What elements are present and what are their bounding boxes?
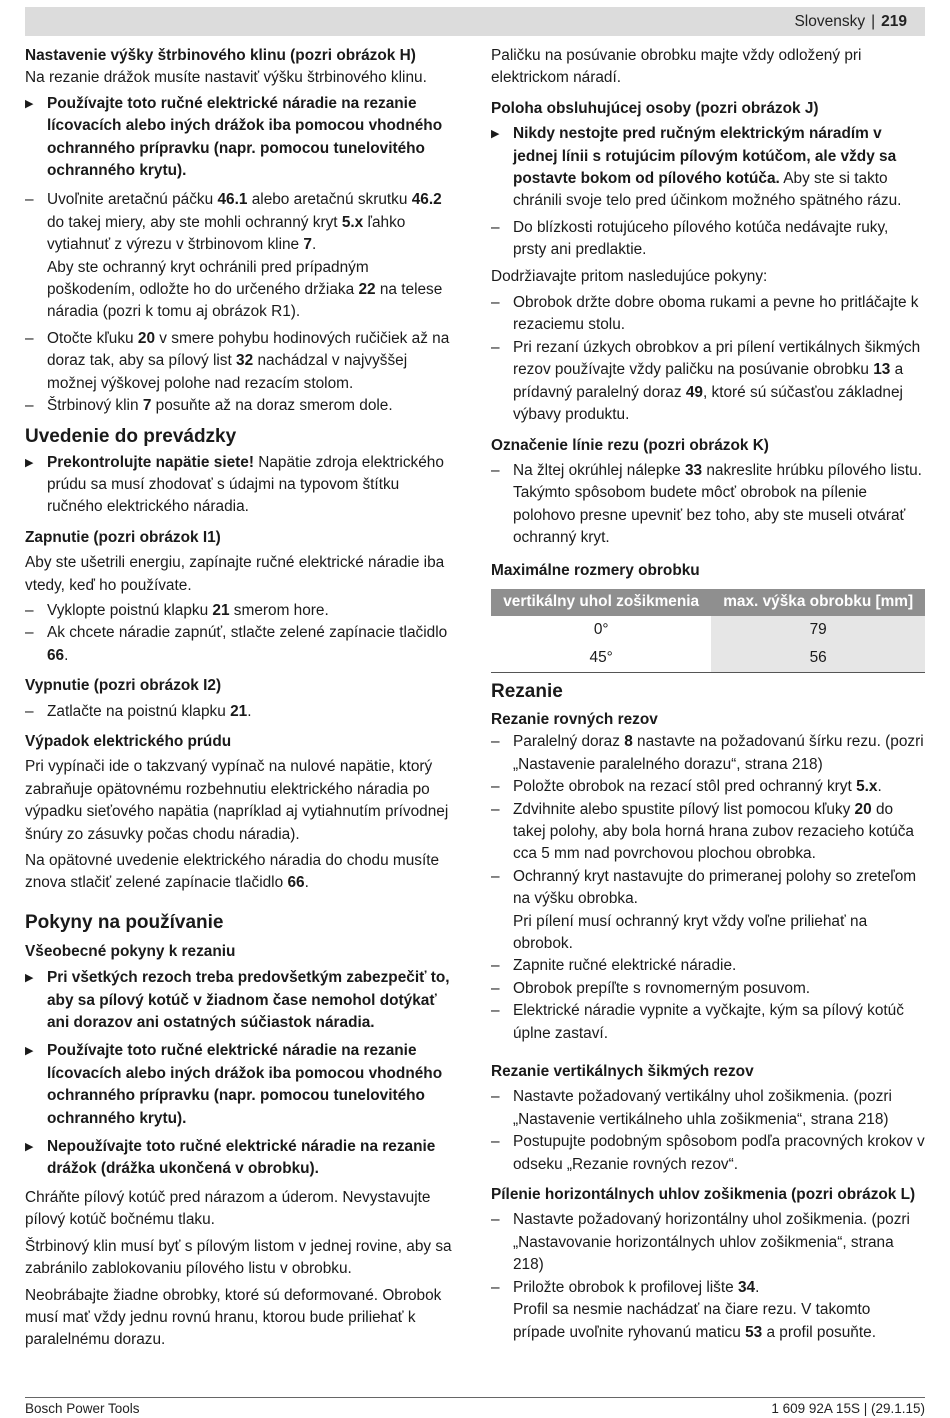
dash-bullet: – — [491, 1278, 500, 1296]
list-item — [491, 866, 925, 956]
dash-bullet: – — [491, 461, 500, 479]
triangle-bullet-icon: ▶ — [25, 972, 34, 985]
list-item — [491, 731, 925, 776]
list-item — [25, 328, 457, 395]
list-item-text: Do blízkosti rotujúceho pílového kotúča nedávajte ruky, prsty ani predlaktie. — [513, 218, 889, 259]
section-title: Všeobecné pokyny k rezaniu — [25, 942, 236, 960]
list-item-text: Obrobok držte dobre oboma rukami a pevne ho pritláčajte k rezaciemu stolu. — [513, 294, 919, 334]
footer-brand: Bosch Power Tools — [25, 1401, 140, 1416]
list-item-text: Elektrické náradie vypnite a vyčkajte, kým sa pílový kotúč úplne zastaví. — [513, 1002, 904, 1042]
list-item-text: Obrobok prepíľte s rovnomerným posuvom. — [513, 979, 811, 997]
list-item-text: Zatlačte na poistnú klapku 21. — [47, 702, 252, 720]
list-item — [491, 292, 925, 337]
section-title: Pílenie horizontálnych uhlov zošikmenia (pozri obrázok L) — [491, 1186, 916, 1204]
section-heading: Rezanie — [491, 680, 563, 702]
list-item — [491, 460, 925, 550]
paragraph: Na opätovné uvedenie elektrického náradia do chodu musíte znova stlačiť zelené zapínacie tlačidlo 66. — [25, 852, 440, 892]
section-heading: Uvedenie do prevádzky — [25, 425, 237, 447]
table-cell: 0° — [593, 620, 609, 638]
dash-bullet: – — [491, 294, 500, 312]
dash-bullet: – — [25, 702, 34, 720]
list-item-text: Zapnite ručné elektrické náradie. — [513, 957, 737, 975]
triangle-bullet-icon: ▶ — [491, 128, 500, 141]
warning-text: Prekontrolujte napätie siete! Napätie zdroja elektrického prúdu sa musí zhodovať s údajmi na typovom štítku ručného elektrického náradia. — [47, 453, 444, 516]
page-footer — [25, 1397, 925, 1416]
list-item — [25, 600, 457, 622]
section-title: Označenie línie rezu (pozri obrázok K) — [491, 436, 769, 454]
warning-item — [25, 1136, 457, 1181]
paragraph: Dodržiavajte pritom nasledujúce pokyny: — [491, 267, 768, 285]
page-header — [25, 7, 925, 36]
warning-text: Používajte toto ručné elektrické náradie na rezanie lícovacích alebo iných drážok iba pomocou vhodného ochranného prípravku (napr. pomocou tunelovitého ochranného krytu). — [47, 1042, 443, 1127]
warning-item — [25, 967, 457, 1034]
table-header-row — [491, 589, 925, 616]
warning-item — [25, 1040, 457, 1130]
dimensions-table — [491, 589, 925, 673]
table-cell: 45° — [491, 644, 711, 673]
dash-bullet: – — [491, 218, 500, 236]
page-number: 219 — [881, 12, 907, 30]
dash-bullet: – — [25, 329, 34, 347]
table-header-cell: vertikálny uhol zošikmenia — [491, 589, 711, 616]
paragraph: Na rezanie drážok musíte nastaviť výšku štrbinového klinu. — [25, 69, 427, 87]
dash-bullet: – — [25, 624, 34, 642]
paragraph: Paličku na posúvanie obrobku majte vždy odložený pri elektrickom náradí. — [491, 47, 862, 87]
section-title: Nastavenie výšky štrbinového klinu (pozri obrázok H) — [25, 47, 416, 64]
list-item — [491, 337, 925, 427]
triangle-bullet-icon: ▶ — [25, 97, 34, 110]
section-heading: Pokyny na používanie — [25, 911, 224, 933]
dash-bullet: – — [491, 778, 500, 796]
warning-item — [491, 123, 925, 213]
triangle-bullet-icon: ▶ — [25, 1045, 34, 1058]
list-item-text: Paralelný doraz 8 nastavte na požadovanú šírku rezu. (pozri „Nastavenie paralelného dorazu“, strana 218) — [513, 733, 924, 773]
section-title: Vypnutie (pozri obrázok I2) — [25, 677, 222, 695]
list-item-text: Ak chcete náradie zapnúť, stlačte zelené zapínacie tlačidlo 66. — [47, 624, 448, 664]
paragraph: Aby ste ušetrili energiu, zapínajte ručné elektrické náradie iba vtedy, keď ho používate. — [25, 554, 445, 594]
list-item-text: Nastavte požadovaný vertikálny uhol zošikmenia. (pozri „Nastavenie vertikálneho uhla zošikmenia“, strana 218) — [513, 1088, 892, 1128]
list-item — [491, 955, 925, 977]
warning-text: Nikdy nestojte pred ručným elektrickým náradím v jednej línii s rotujúcim pílovým kotúčom, ale vždy sa postavte bokom od pílového kotúča. Aby ste si takto chránili svoje telo pred účinkom možného spätného rázu. — [513, 125, 902, 210]
dash-bullet: – — [25, 191, 34, 209]
list-item — [491, 1086, 925, 1131]
dash-bullet: – — [491, 338, 500, 356]
dash-bullet: – — [25, 397, 34, 415]
list-item-text: Priložte obrobok k profilovej lište 34. Profil sa nesmie nachádzať na čiare rezu. V takomto prípade uvoľnite ryhovanú maticu 53 a profil posuňte. — [513, 1278, 876, 1341]
list-item — [25, 622, 457, 667]
triangle-bullet-icon: ▶ — [25, 1141, 34, 1154]
list-item-text: Pri rezaní úzkych obrobkov a pri pílení vertikálnych šikmých rezov používajte vždy paličku na posúvanie obrobku 13 a prídavný paralelný doraz 49, ktoré sú súčasťou základnej výbavy produktu. — [513, 338, 921, 424]
list-item-text: Uvoľnite aretačnú páčku 46.1 alebo aretačnú skrutku 46.2 do takej miery, aby ste mohli ochranný kryt 5.x ľahko vytiahnuť z výrezu v štrbinovom kline 7. Aby ste ochranný kryt ochránili pred prípadným poškodením, odložte ho do určeného držiaka 22 na telese náradia (pozri k tomu aj obrázok R1). — [47, 191, 443, 321]
paragraph: Chráňte pílový kotúč pred nárazom a úderom. Nevystavujte pílový kotúč bočnému tlaku. — [25, 1188, 431, 1229]
triangle-bullet-icon: ▶ — [25, 456, 34, 469]
warning-item — [25, 452, 457, 519]
section-title: Výpadok elektrického prúdu — [25, 732, 232, 750]
list-item-text: Otočte kľuku 20 v smere pohybu hodinových ručičiek až na doraz tak, aby sa pílový list 32 nachádzal v najvyššej možnej výškovej polohe nad rezacím stolom. — [47, 329, 450, 392]
paragraph: Neobrábajte žiadne obrobky, ktoré sú deformované. Obrobok musí mať vždy jednu rovnú hranu, ktorou bude priliehať k paralelnému dorazu. — [25, 1286, 442, 1349]
dash-bullet: – — [491, 1211, 500, 1229]
list-item — [491, 1000, 925, 1045]
dash-bullet: – — [491, 867, 500, 885]
list-item-text: Štrbinový klin 7 posuňte až na doraz smerom dole. — [47, 397, 393, 415]
table-row — [491, 616, 925, 644]
section-title: Rezanie rovných rezov — [491, 710, 658, 728]
section-title: Poloha obsluhujúcej osoby (pozri obrázok J) — [491, 99, 819, 117]
list-item-text: Zdvihnite alebo spustite pílový list pomocou kľuky 20 do takej polohy, aby bola horná hrana zubov rezacieho kotúča cca 5 mm nad povrchovou plochou obrobka. — [513, 800, 914, 863]
section-title: Maximálne rozmery obrobku — [491, 561, 700, 579]
list-item — [25, 189, 457, 323]
dash-bullet: – — [25, 601, 34, 619]
list-item — [491, 1209, 925, 1276]
warning-text: Používajte toto ručné elektrické náradie na rezanie lícovacích alebo iných drážok iba pomocou vhodného ochranného prípravku (napr. pomocou tunelovitého ochranného krytu). — [47, 94, 443, 180]
left-column — [25, 45, 457, 1352]
header-separator: | — [871, 12, 876, 30]
list-item — [491, 1131, 925, 1176]
list-item — [25, 701, 457, 723]
list-item — [491, 776, 925, 798]
dash-bullet: – — [491, 800, 500, 818]
list-item — [25, 395, 457, 417]
list-item — [491, 978, 925, 1000]
table-header-cell: max. výška obrobku [mm] — [711, 589, 925, 616]
warning-text: Nepoužívajte toto ručné elektrické náradie na rezanie drážok (drážka ukončená v obrobku). — [47, 1138, 436, 1178]
dash-bullet: – — [491, 1133, 500, 1151]
list-item — [491, 217, 925, 262]
list-item-text: Postupujte podobným spôsobom podľa pracovných krokov v odseku „Rezanie rovných rezov“. — [513, 1133, 925, 1173]
list-item-text: Vyklopte poistnú klapku 21 smerom hore. — [47, 601, 329, 619]
dash-bullet: – — [491, 1088, 500, 1106]
list-item-text: Ochranný kryt nastavujte do primeranej polohy so zreteľom na výšku obrobka. Pri pílení musí ochranný kryt vždy voľne priliehať na obrobok. — [513, 867, 917, 952]
list-item-text: Na žltej okrúhlej nálepke 33 nakreslite hrúbku pílového listu. Takýmto spôsobom budete môcť obrobok na pílenie polohovo presne upevniť bez toho, aby ste museli otvárať ochranný kryt. — [513, 461, 922, 547]
list-item — [491, 1277, 925, 1344]
table-cell: 56 — [711, 644, 925, 673]
dash-bullet: – — [491, 733, 500, 751]
dash-bullet: – — [491, 957, 500, 975]
table-cell: 79 — [711, 616, 925, 644]
list-item-text: Nastavte požadovaný horizontálny uhol zošikmenia. (pozri „Nastavovanie horizontálnych uhlov zošikmenia“, strana 218) — [513, 1211, 910, 1274]
right-column — [491, 45, 925, 1344]
warning-text: Pri všetkých rezoch treba predovšetkým zabezpečiť to, aby sa pílový kotúč v žiadnom čase nemohol dotýkať ani dorazov ani ostatných súčiastok náradia. — [47, 969, 450, 1032]
paragraph: Štrbinový klin musí byť s pílovým listom v jednej rovine, aby sa zabránilo zablokovaniu pílového listu v obrobku. — [25, 1237, 452, 1278]
list-item — [491, 799, 925, 866]
list-item-text: Položte obrobok na rezací stôl pred ochranný kryt 5.x. — [513, 778, 882, 796]
paragraph: Pri vypínači ide o takzvaný vypínač na nulové napätie, ktorý zabraňuje opätovnému rozbehnutiu elektrického náradia po výpadku sieťového napätia (napríklad aj vytiahnutím prívodnej šnúry zo zásuvky počas chodu náradia). — [25, 758, 449, 843]
section-title: Rezanie vertikálnych šikmých rezov — [491, 1063, 754, 1081]
section-title: Zapnutie (pozri obrázok I1) — [25, 528, 221, 546]
dash-bullet: – — [491, 1002, 500, 1020]
dash-bullet: – — [491, 979, 500, 997]
table-row — [491, 644, 925, 673]
footer-doc-id: 1 609 92A 15S | (29.1.15) — [771, 1401, 925, 1416]
header-language: Slovensky — [794, 12, 866, 30]
warning-item — [25, 93, 457, 183]
